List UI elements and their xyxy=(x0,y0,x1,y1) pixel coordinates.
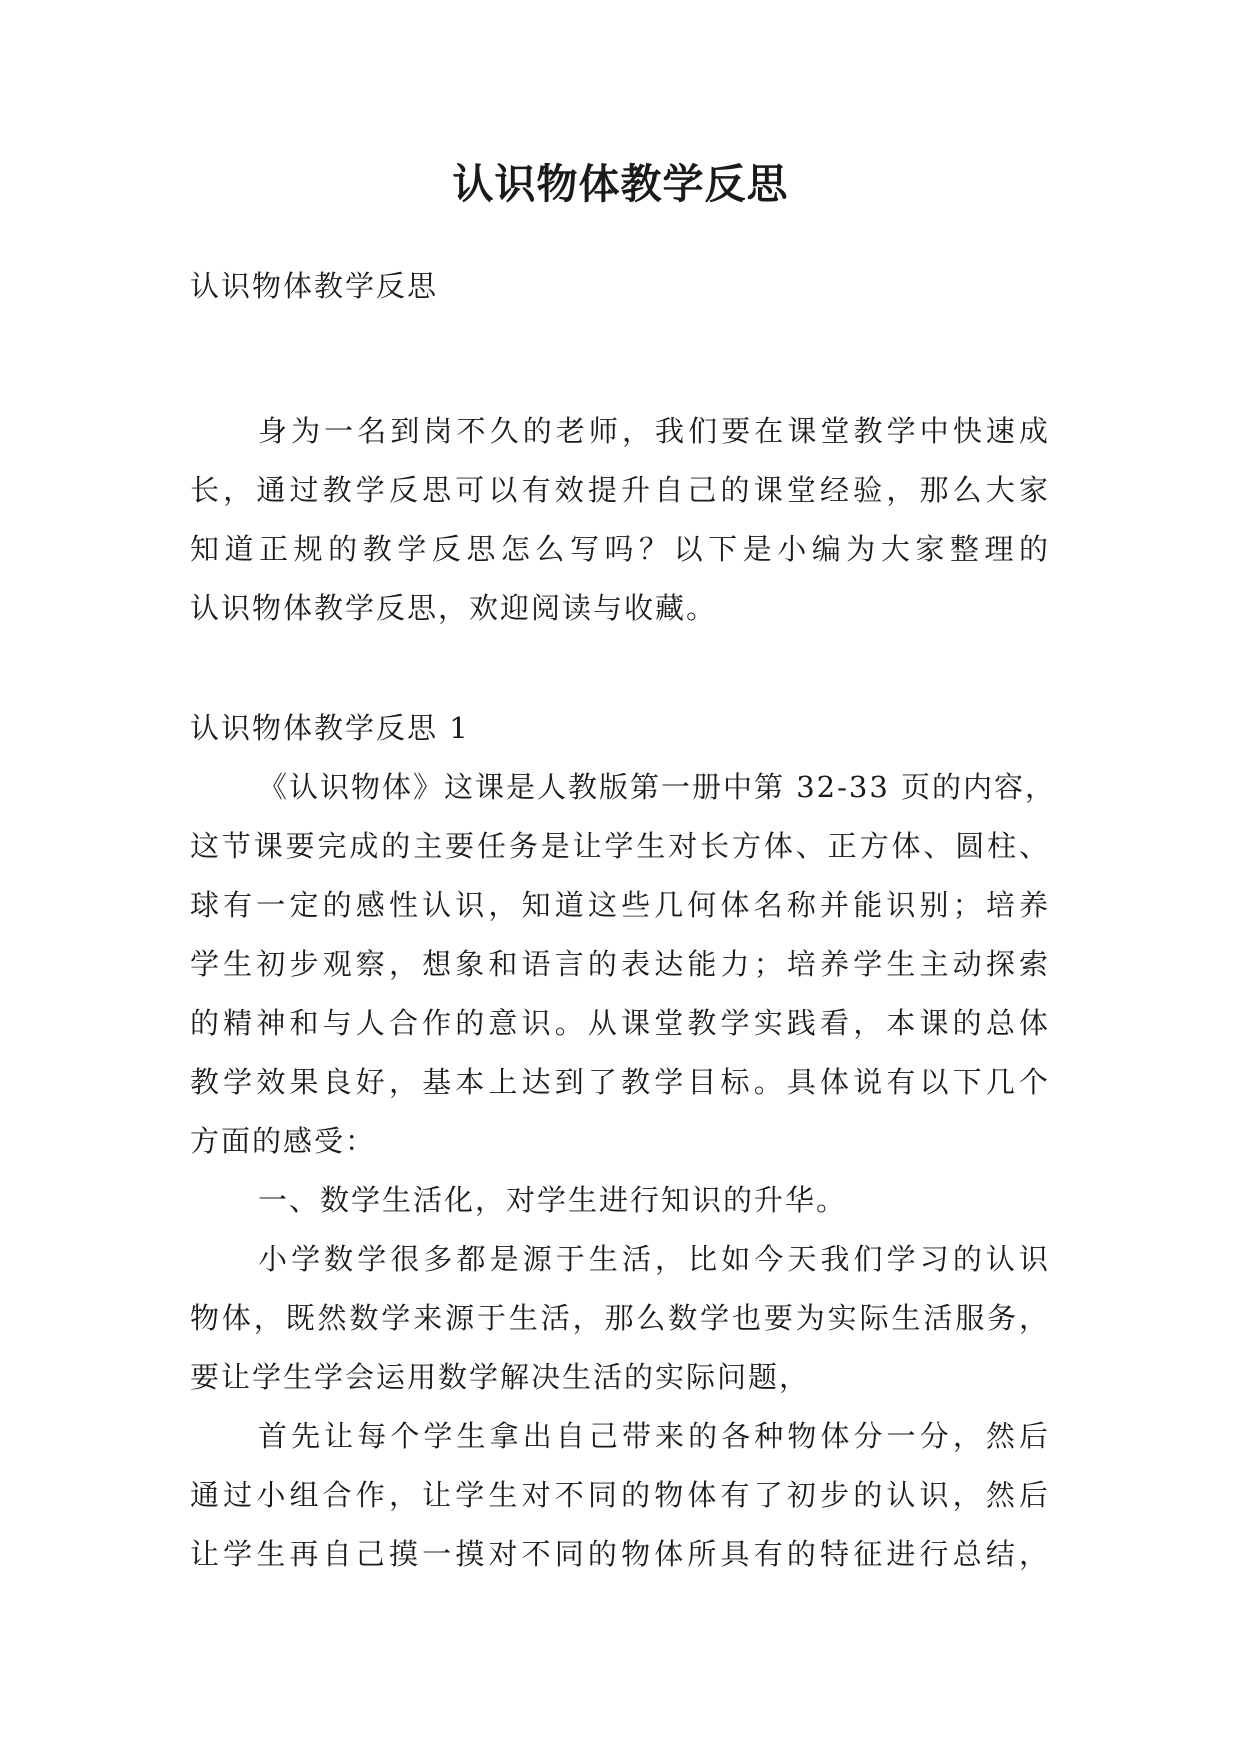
text-line: 物体，既然数学来源于生活，那么数学也要为实际生活服务， xyxy=(190,1301,1050,1335)
text-line: 这节课要完成的主要任务是让学生对长方体、正方体、圆柱、 xyxy=(190,829,1050,863)
text-line: 要让学生学会运用数学解决生活的实际问题， xyxy=(190,1360,811,1394)
text-line: 方面的感受： xyxy=(190,1124,377,1158)
text-line: 小学数学很多都是源于生活，比如今天我们学习的认识 xyxy=(258,1242,1050,1276)
text-line: 首先让每个学生拿出自己带来的各种物体分一分，然后 xyxy=(258,1419,1050,1453)
text-line: 知道正规的教学反思怎么写吗？以下是小编为大家整理的 xyxy=(190,532,1050,566)
text-line: 《认识物体》这课是人教版第一册中第 32-33 页的内容， xyxy=(258,770,1057,804)
text-line: 让学生再自己摸一摸对不同的物体所具有的特征进行总结， xyxy=(190,1537,1050,1571)
text-line: 球有一定的感性认识，知道这些几何体名称并能识别；培养 xyxy=(190,888,1050,922)
text-line: 认识物体教学反思 xyxy=(190,269,439,303)
document-title: 认识物体教学反思 xyxy=(452,160,789,208)
text-line: 身为一名到岗不久的老师，我们要在课堂教学中快速成 xyxy=(258,414,1050,448)
text-line: 长，通过教学反思可以有效提升自己的课堂经验，那么大家 xyxy=(190,473,1050,507)
text-line: 教学效果良好，基本上达到了教学目标。具体说有以下几个 xyxy=(190,1065,1050,1099)
text-line: 一、数学生活化，对学生进行知识的升华。 xyxy=(258,1183,848,1217)
text-line: 学生初步观察，想象和语言的表达能力；培养学生主动探索 xyxy=(190,947,1050,981)
text-line: 认识物体教学反思 1 xyxy=(190,711,470,745)
text-line: 通过小组合作，让学生对不同的物体有了初步的认识，然后 xyxy=(190,1478,1050,1512)
text-line: 的精神和与人合作的意识。从课堂教学实践看，本课的总体 xyxy=(190,1006,1050,1040)
text-line: 认识物体教学反思，欢迎阅读与收藏。 xyxy=(190,591,718,625)
